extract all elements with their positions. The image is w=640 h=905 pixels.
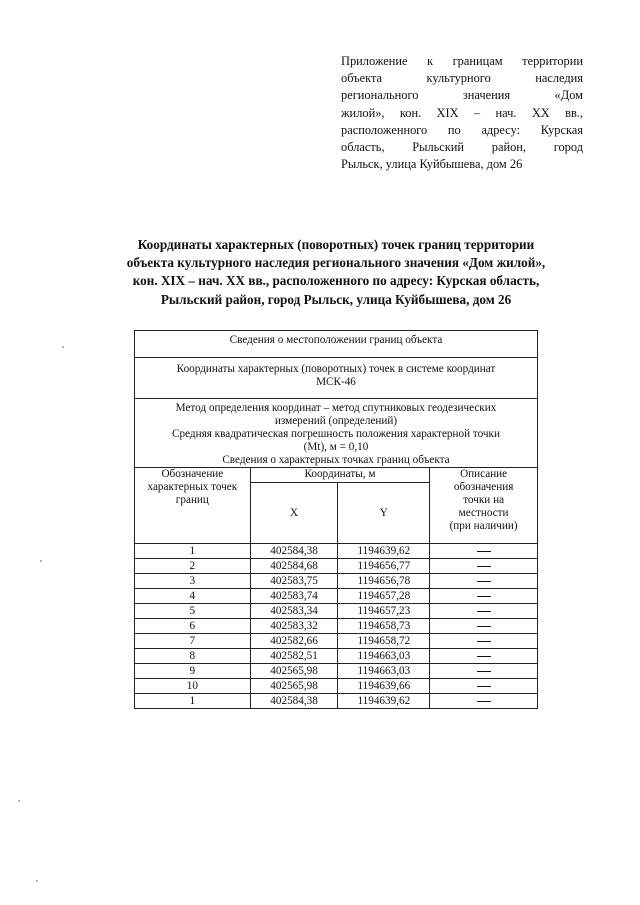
coordinates-rows <box>135 544 538 709</box>
cell-point: 4 <box>135 589 251 604</box>
table-row <box>135 649 538 664</box>
coordinates-table <box>134 330 538 709</box>
table-row <box>135 544 538 559</box>
table-row <box>135 619 538 634</box>
cell-description <box>430 664 538 679</box>
header-description: Описание обозначения точки на местности (при наличии) <box>430 468 538 544</box>
cell-description <box>430 559 538 574</box>
header-point: Обозначение характерных точек границ <box>135 468 251 544</box>
appendix-line: Приложение к границам территории <box>341 54 583 68</box>
cell-y: 1194656,77 <box>338 559 430 574</box>
table-row <box>135 574 538 589</box>
cell-x: 402565,98 <box>250 664 338 679</box>
table-row <box>135 694 538 709</box>
cell-x: 402583,74 <box>250 589 338 604</box>
section-method: Метод определения координат – метод спутниковых геодезических измерений (определений) Средняя квадратическая погрешность положения характерной точки (Mt), м = 0,10 Сведения о характерных точках границ объекта <box>135 399 538 468</box>
dash-mark <box>477 686 491 687</box>
cell-point: 9 <box>135 664 251 679</box>
scan-speck <box>36 880 38 882</box>
cell-y: 1194663,03 <box>338 649 430 664</box>
dash-mark <box>477 671 491 672</box>
cell-x: 402582,51 <box>250 649 338 664</box>
cell-y: 1194657,23 <box>338 604 430 619</box>
dash-mark <box>477 626 491 627</box>
dash-mark <box>477 581 491 582</box>
cell-x: 402565,98 <box>250 679 338 694</box>
appendix-line: объекта культурного наследия <box>341 71 583 86</box>
title-line: кон. XIX – нач. XX вв., расположенного по адресу: Курская область, <box>132 273 540 289</box>
cell-description <box>430 619 538 634</box>
header-y: Y <box>338 483 430 544</box>
cell-y: 1194639,62 <box>338 694 430 709</box>
cell-point: 5 <box>135 604 251 619</box>
cell-point: 7 <box>135 634 251 649</box>
cell-point: 8 <box>135 649 251 664</box>
cell-point: 6 <box>135 619 251 634</box>
appendix-line: Рыльск, улица Куйбышева, дом 26 <box>341 157 523 172</box>
table-row <box>135 604 538 619</box>
dash-mark <box>477 551 491 552</box>
cell-x: 402583,75 <box>250 574 338 589</box>
dash-mark <box>477 701 491 702</box>
cell-description <box>430 544 538 559</box>
cell-x: 402584,68 <box>250 559 338 574</box>
header-coordinates: Координаты, м <box>250 468 430 483</box>
cell-description <box>430 574 538 589</box>
cell-y: 1194663,03 <box>338 664 430 679</box>
table-row <box>135 589 538 604</box>
cell-point: 1 <box>135 544 251 559</box>
cell-description <box>430 649 538 664</box>
cell-y: 1194658,73 <box>338 619 430 634</box>
table-row <box>135 664 538 679</box>
cell-description <box>430 589 538 604</box>
appendix-line: расположенного по адресу: Курская <box>341 122 583 137</box>
section-coordinate-system: Координаты характерных (поворотных) точек в системе координат МСК-46 <box>135 358 538 399</box>
table-row <box>135 559 538 574</box>
appendix-note <box>341 53 583 173</box>
cell-y: 1194639,66 <box>338 679 430 694</box>
section-location: Сведения о местоположении границ объекта <box>135 331 538 358</box>
cell-description <box>430 694 538 709</box>
header-x: X <box>250 483 338 544</box>
cell-y: 1194657,28 <box>338 589 430 604</box>
cell-point: 2 <box>135 559 251 574</box>
cell-x: 402584,38 <box>250 694 338 709</box>
dash-mark <box>477 566 491 567</box>
dash-mark <box>477 656 491 657</box>
cell-point: 10 <box>135 679 251 694</box>
cell-y: 1194656,78 <box>338 574 430 589</box>
document-title <box>96 236 576 309</box>
title-line: объекта культурного наследия регионального значения «Дом жилой», <box>126 255 546 271</box>
cell-y: 1194639,62 <box>338 544 430 559</box>
appendix-line: область, Рыльский район, город <box>341 140 583 155</box>
dash-mark <box>477 641 491 642</box>
cell-y: 1194658,72 <box>338 634 430 649</box>
scan-speck <box>62 346 64 348</box>
scan-speck <box>18 800 20 802</box>
cell-description <box>430 634 538 649</box>
scan-speck <box>40 560 42 562</box>
table-row <box>135 634 538 649</box>
cell-point: 3 <box>135 574 251 589</box>
cell-description <box>430 679 538 694</box>
title-line: Координаты характерных (поворотных) точек границ территории <box>137 237 535 252</box>
cell-x: 402583,34 <box>250 604 338 619</box>
appendix-line: регионального значения «Дом <box>341 88 583 103</box>
dash-mark <box>477 596 491 597</box>
cell-x: 402583,32 <box>250 619 338 634</box>
cell-description <box>430 604 538 619</box>
table-row <box>135 679 538 694</box>
cell-x: 402584,38 <box>250 544 338 559</box>
title-line: Рыльский район, город Рыльск, улица Куйбышева, дом 26 <box>160 291 512 307</box>
cell-point: 1 <box>135 694 251 709</box>
appendix-line: жилой», кон. XIX – нач. XX вв., <box>341 105 583 120</box>
dash-mark <box>477 611 491 612</box>
cell-x: 402582,66 <box>250 634 338 649</box>
